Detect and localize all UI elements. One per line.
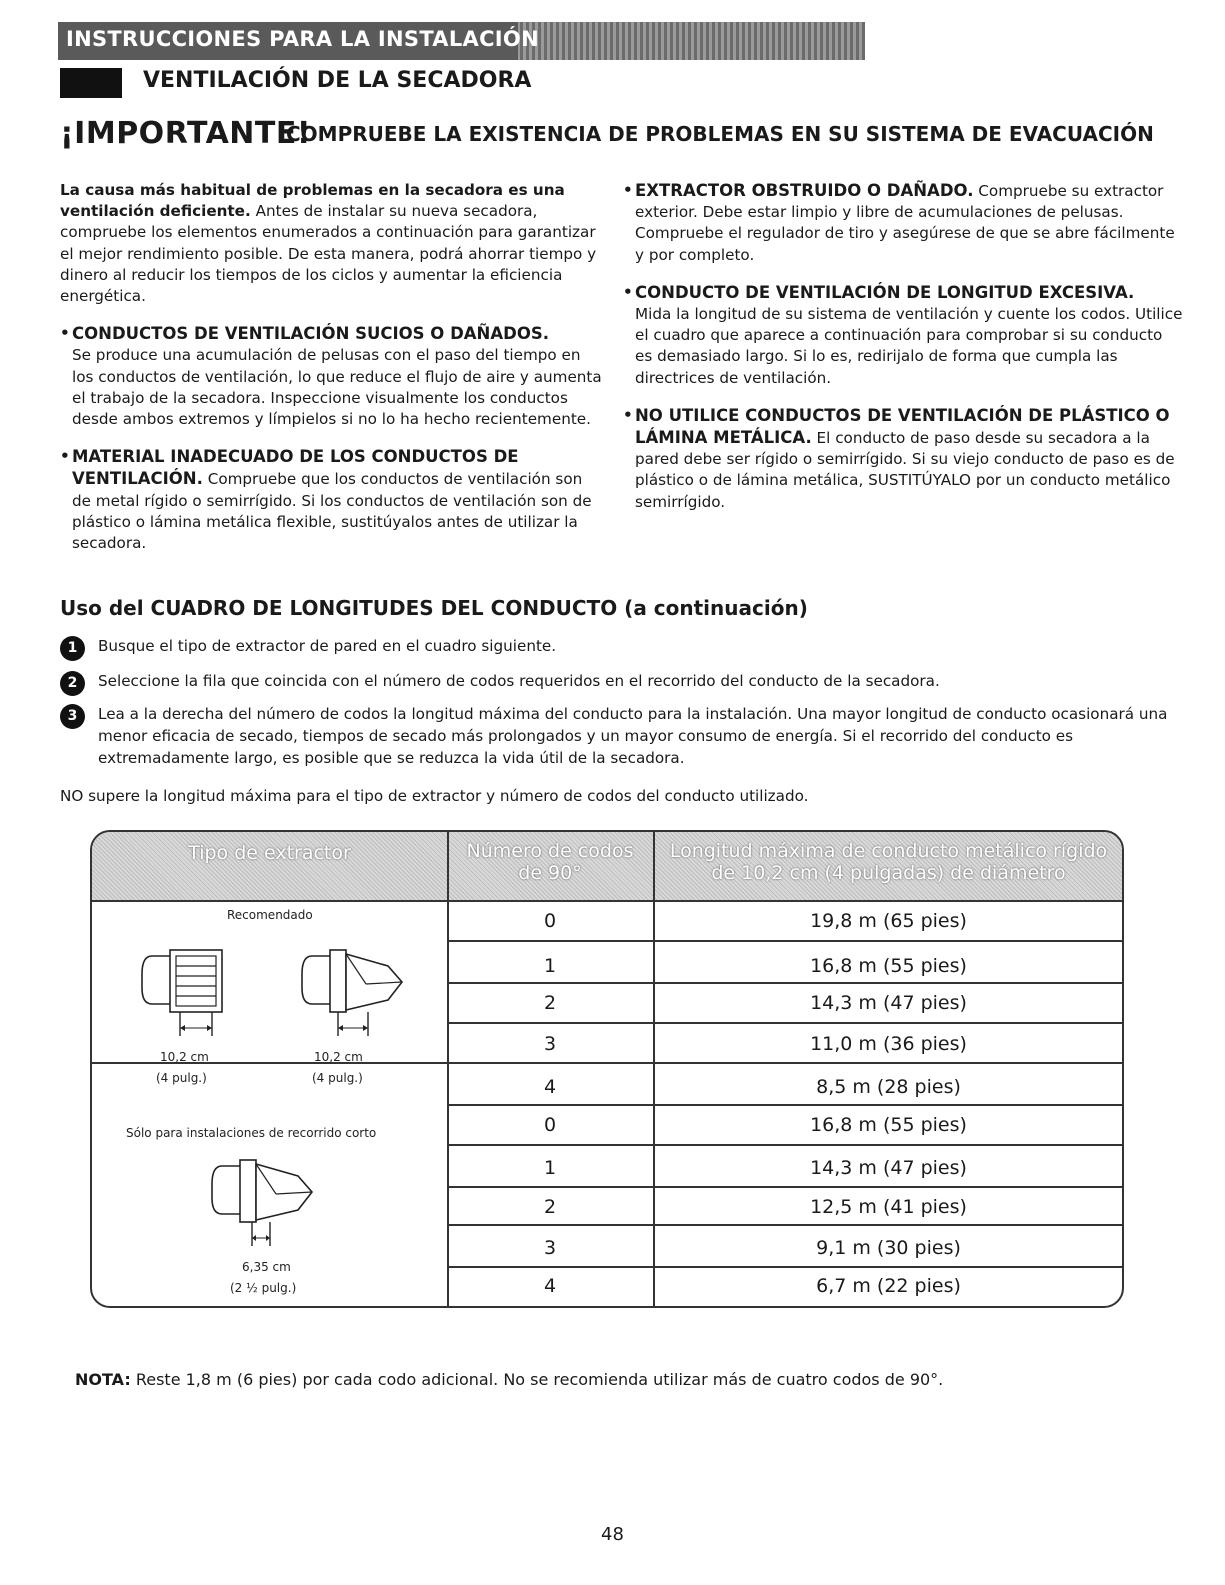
bullet-dirty-ducts-text: Se produce una acumulación de pelusas con el paso del tiempo en los conductos de ventilación, lo que reduce el flujo de aire y aumenta el trabajo de la secadora. Inspeccione visualmente los conductos desde ambos extremos y límpielos si no lo ha hecho recientemente.: [72, 346, 602, 429]
elbows-cell: 3: [543, 1237, 557, 1259]
length-cell: 6,7 m (22 pies): [816, 1275, 961, 1297]
elbows-cell: 4: [543, 1076, 557, 1098]
step-text-2: Seleccione la fila que coincida con el número de codos requeridos en el recorrido del conducto de la secadora.: [98, 672, 940, 690]
step-3: [60, 703, 1170, 769]
left-column: [60, 180, 605, 570]
bullet-no-plastic: [623, 405, 1183, 513]
intro-text: Antes de instalar su nueva secadora, compruebe los elementos enumerados a continuación para garantizar el mejor rendimiento posible. De esta manera, podrá ahorrar tiempo y dinero al reducir los tiempos de los ciclos y aumentar la eficiencia energética.: [60, 202, 597, 306]
bullet-blocked-exhaust-head: EXTRACTOR OBSTRUIDO O DAÑADO.: [635, 181, 974, 200]
dim-label-2: 10,2 cm: [314, 1050, 363, 1064]
step-number-2: 2: [60, 671, 85, 696]
table-row: [447, 1268, 1124, 1308]
header-elbows-line2: de 90°: [518, 862, 582, 884]
bullet-blocked-exhaust: [623, 180, 1183, 266]
table-row-divider: [447, 1104, 1124, 1106]
step-text-3: Lea a la derecha del número de codos la longitud máxima del conducto para la instalación. Una mayor longitud de conducto ocasionará una menor eficacia de secado, tiempos de secado más prolongados y un mayor consumo de energía. Si el recorrido del conducto es extremadamente largo, es posible que se reduzca la vida útil de la secadora.: [98, 705, 1168, 767]
table-row: [447, 984, 1124, 1024]
table-row: [447, 1024, 1124, 1064]
elbows-cell: 0: [543, 1114, 557, 1136]
header-exhaust-type: Tipo de extractor: [188, 842, 351, 864]
length-cell: 16,8 m (55 pies): [810, 955, 967, 977]
bullet-excess-length: [623, 282, 1183, 389]
section-title: VENTILACIÓN DE LA SECADORA: [143, 68, 532, 93]
table-row: [447, 942, 1124, 984]
length-cell: 19,8 m (65 pies): [810, 910, 967, 932]
header-max-length: [653, 832, 1124, 900]
right-column: [623, 180, 1183, 529]
note: [75, 1370, 943, 1389]
table-row: [447, 1108, 1124, 1146]
louvered-vent-icon: [130, 944, 240, 1044]
elbows-cell: 1: [543, 955, 557, 977]
group-recommended-label: Recomendado: [227, 908, 313, 922]
bullet-excess-length-text: Mida la longitud de su sistema de ventilación y cuente los codos. Utilice el cuadro que aparece a continuación para comprobar si su conducto es demasiado largo. Si lo es, redirijalo de forma que cumpla las directrices de ventilación.: [635, 305, 1183, 387]
step-number-1: 1: [60, 636, 85, 661]
table-row: [447, 902, 1124, 942]
bullet-material: [60, 446, 605, 554]
table-row: [447, 1188, 1124, 1226]
bullet-blocked-exhaust-text: Compruebe su extractor exterior. Debe estar limpio y libre de acumulaciones de pelusas. Compruebe el regulador de tiro y asegúrese de que se abre fácilmente y por completo.: [635, 182, 1175, 264]
note-label: NOTA:: [75, 1370, 131, 1389]
elbows-cell: 3: [543, 1033, 557, 1055]
group-divider: [92, 1062, 447, 1064]
header-length-line2: de 10,2 cm (4 pulgadas) de diámetro: [711, 862, 1066, 884]
length-cell: 9,1 m (30 pies): [816, 1237, 961, 1259]
header-banner-text: INSTRUCCIONES PARA LA INSTALACIÓN: [66, 27, 539, 51]
page-number: 48: [601, 1524, 624, 1545]
bullet-no-plastic-text: El conducto de paso desde su secadora a la pared debe ser rígido o semirrígido. Si su viejo conducto de paso es de plástico o de lámina metálica, SUSTITÚYALO por un conducto metálico semirrígido.: [635, 429, 1175, 511]
header-length-line1: Longitud máxima de conducto metálico rígido: [669, 840, 1108, 862]
usage-title: Uso del CUADRO DE LONGITUDES DEL CONDUCTO (a continuación): [60, 596, 808, 620]
table-row: [447, 1146, 1124, 1188]
header-banner: [58, 22, 865, 60]
length-cell: 8,5 m (28 pies): [816, 1076, 961, 1098]
hood-vent-icon: [282, 944, 422, 1044]
step-1: [60, 635, 1170, 657]
group-short-run-label: Sólo para instalaciones de recorrido corto: [126, 1126, 377, 1140]
duct-length-table: [90, 830, 1124, 1308]
step-text-1: Busque el tipo de extractor de pared en el cuadro siguiente.: [98, 637, 557, 655]
section-marker: [60, 68, 122, 98]
header-elbows: [447, 832, 653, 900]
intro-bold: La causa más habitual de problemas en la secadora es una ventilación deficiente.: [60, 181, 565, 221]
table-row: [447, 1064, 1124, 1104]
dim-label-1: 10,2 cm: [160, 1050, 209, 1064]
step-number-3: 3: [60, 704, 85, 729]
dim-label-3: 6,35 cm: [242, 1260, 291, 1274]
elbows-cell: 1: [543, 1157, 557, 1179]
bullet-material-text: Compruebe que los conductos de ventilación son de metal rígido o semirrígido. Si los conductos de ventilación son de plástico o lámina metálica flexible, sustitúyalos antes de utilizar la secadora.: [72, 470, 592, 553]
dim-label-2-in: (4 pulg.): [312, 1071, 363, 1085]
elbows-cell: 2: [543, 1196, 557, 1218]
step-2: [60, 670, 1170, 692]
header-elbows-line1: Número de codos: [466, 840, 634, 862]
elbows-cell: 4: [543, 1275, 557, 1297]
intro-paragraph: [60, 180, 605, 307]
warning-text: NO supere la longitud máxima para el tipo de extractor y número de codos del conducto utilizado.: [60, 787, 809, 805]
elbows-cell: 2: [543, 992, 557, 1014]
length-cell: 12,5 m (41 pies): [810, 1196, 967, 1218]
note-text: Reste 1,8 m (6 pies) por cada codo adicional. No se recomienda utilizar más de cuatro codos de 90°.: [130, 1370, 944, 1389]
bullet-excess-length-head: CONDUCTO DE VENTILACIÓN DE LONGITUD EXCESIVA.: [635, 282, 1135, 302]
bullet-dirty-ducts: [60, 323, 605, 430]
length-cell: 11,0 m (36 pies): [810, 1033, 967, 1055]
dim-label-3-in: (2 ½ pulg.): [230, 1281, 297, 1295]
length-cell: 14,3 m (47 pies): [810, 1157, 967, 1179]
table-header: [92, 832, 1122, 902]
length-cell: 14,3 m (47 pies): [810, 992, 967, 1014]
length-cell: 16,8 m (55 pies): [810, 1114, 967, 1136]
dim-label-1-in: (4 pulg.): [156, 1071, 207, 1085]
important-heading: ¡IMPORTANTE!: [60, 116, 312, 151]
bullet-dirty-ducts-head: CONDUCTOS DE VENTILACIÓN SUCIOS O DAÑADOS.: [72, 324, 550, 344]
table-row: [447, 1226, 1124, 1268]
short-hood-vent-icon: [192, 1154, 332, 1254]
elbows-cell: 0: [543, 910, 557, 932]
bullet-material-head: MATERIAL INADECUADO DE LOS CONDUCTOS DE VENTILACIÓN.: [72, 447, 519, 489]
bullet-no-plastic-head: NO UTILICE CONDUCTOS DE VENTILACIÓN DE PLÁSTICO O LÁMINA METÁLICA.: [635, 405, 1170, 448]
important-subtitle: COMPRUEBE LA EXISTENCIA DE PROBLEMAS EN SU SISTEMA DE EVACUACIÓN: [286, 122, 1154, 146]
